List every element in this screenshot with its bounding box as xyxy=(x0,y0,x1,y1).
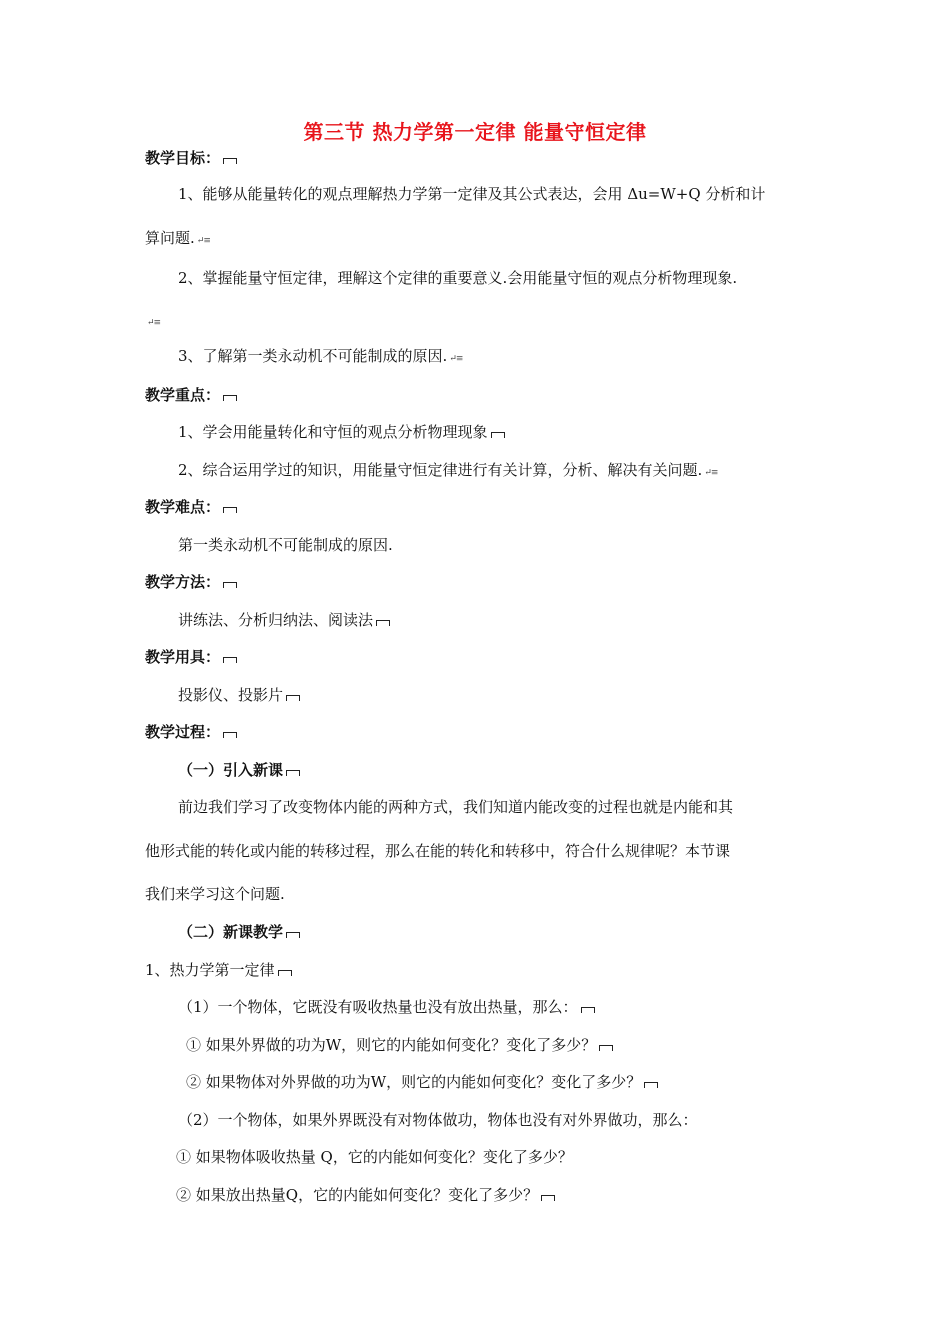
page-title: 第三节 热力学第一定律 能量守恒定律 xyxy=(303,120,647,144)
return-mark-icon xyxy=(278,970,292,976)
objective-item-1-line-1: 1、能够从能量转化的观点理解热力学第一定律及其公式表达，会用 Δu=W+Q 分析和计 xyxy=(178,185,766,203)
return-mark-icon xyxy=(581,1007,595,1013)
methods-text-content: 讲练法、分析归纳法、阅读法 xyxy=(178,611,374,629)
new-lesson-heading xyxy=(178,922,300,942)
objective-item-2-line-2 xyxy=(145,310,160,333)
objective-item-3 xyxy=(178,346,462,369)
question-2: （2）一个物体，如果外界既没有对物体做功，物体也没有对外界做功，那么： xyxy=(178,1111,698,1129)
difficulties-text: 第一类永动机不可能制成的原因. xyxy=(178,536,393,554)
key-point-item-1 xyxy=(178,422,505,442)
process-heading xyxy=(145,722,237,742)
question-1b xyxy=(186,1072,658,1092)
return-mark-icon xyxy=(376,620,390,626)
section-1-title-text: 1、热力学第一定律 xyxy=(145,961,275,979)
tools-text-content: 投影仪、投影片 xyxy=(178,686,284,704)
intro-paragraph-line-3: 我们来学习这个问题. xyxy=(145,885,285,903)
objective-item-1-line-2-text: 算问题. xyxy=(145,229,195,247)
objectives-heading xyxy=(145,148,237,168)
objective-item-1-line-2 xyxy=(145,228,210,251)
return-mark-icon xyxy=(599,1045,613,1051)
process-heading-text: 教学过程： xyxy=(145,723,221,741)
question-1a-text: ① 如果外界做的功为W，则它的内能如何变化？变化了多少？ xyxy=(186,1036,597,1054)
return-mark-icon xyxy=(286,770,300,776)
intro-heading xyxy=(178,760,300,780)
paragraph-mark-icon: ↵≡ xyxy=(704,468,718,478)
return-mark-icon xyxy=(223,657,237,663)
objectives-heading-text: 教学目标： xyxy=(145,149,221,167)
return-mark-icon xyxy=(286,932,300,938)
return-mark-icon xyxy=(223,158,237,164)
question-1 xyxy=(178,997,595,1017)
return-mark-icon xyxy=(491,432,505,438)
key-points-heading xyxy=(145,385,237,405)
tools-text xyxy=(178,685,300,705)
objective-item-2-line-1: 2、掌握能量守恒定律，理解这个定律的重要意义.会用能量守恒的观点分析物理现象. xyxy=(178,269,738,287)
question-2a: ① 如果物体吸收热量 Q，它的内能如何变化？变化了多少？ xyxy=(176,1148,573,1166)
key-point-item-2 xyxy=(178,460,717,483)
return-mark-icon xyxy=(223,395,237,401)
return-mark-icon xyxy=(286,695,300,701)
key-point-item-1-text: 1、学会用能量转化和守恒的观点分析物理现象 xyxy=(178,423,488,441)
key-point-item-2-text: 2、综合运用学过的知识，用能量守恒定律进行有关计算，分析、解决有关问题. xyxy=(178,461,703,479)
methods-heading xyxy=(145,572,237,592)
return-mark-icon xyxy=(541,1195,555,1201)
paragraph-mark-icon: ↵≡ xyxy=(147,318,161,328)
return-mark-icon xyxy=(223,507,237,513)
question-1-text: （1）一个物体，它既没有吸收热量也没有放出热量，那么： xyxy=(178,998,578,1016)
tools-heading xyxy=(145,647,237,667)
methods-heading-text: 教学方法： xyxy=(145,573,221,591)
new-lesson-heading-text: （二）新课教学 xyxy=(178,923,284,941)
intro-heading-text: （一）引入新课 xyxy=(178,761,284,779)
paragraph-mark-icon: ↵≡ xyxy=(196,236,210,246)
question-1b-text: ② 如果物体对外界做的功为W，则它的内能如何变化？变化了多少？ xyxy=(186,1073,642,1091)
return-mark-icon xyxy=(644,1082,658,1088)
methods-text xyxy=(178,610,390,630)
return-mark-icon xyxy=(223,582,237,588)
tools-heading-text: 教学用具： xyxy=(145,648,221,666)
difficulties-heading-text: 教学难点： xyxy=(145,498,221,516)
paragraph-mark-icon: ↵≡ xyxy=(449,354,463,364)
question-2b-text: ② 如果放出热量Q，它的内能如何变化？变化了多少？ xyxy=(176,1186,539,1204)
intro-paragraph-line-2: 他形式能的转化或内能的转移过程，那么在能的转化和转移中，符合什么规律呢？本节课 xyxy=(145,842,731,860)
section-1-title xyxy=(145,960,292,980)
key-points-heading-text: 教学重点： xyxy=(145,386,221,404)
intro-paragraph-line-1: 前边我们学习了改变物体内能的两种方式，我们知道内能改变的过程也就是内能和其 xyxy=(178,798,734,816)
return-mark-icon xyxy=(223,732,237,738)
difficulties-heading xyxy=(145,497,237,517)
question-1a xyxy=(186,1035,613,1055)
question-2b xyxy=(176,1185,555,1205)
objective-item-3-text: 3、了解第一类永动机不可能制成的原因. xyxy=(178,347,448,365)
